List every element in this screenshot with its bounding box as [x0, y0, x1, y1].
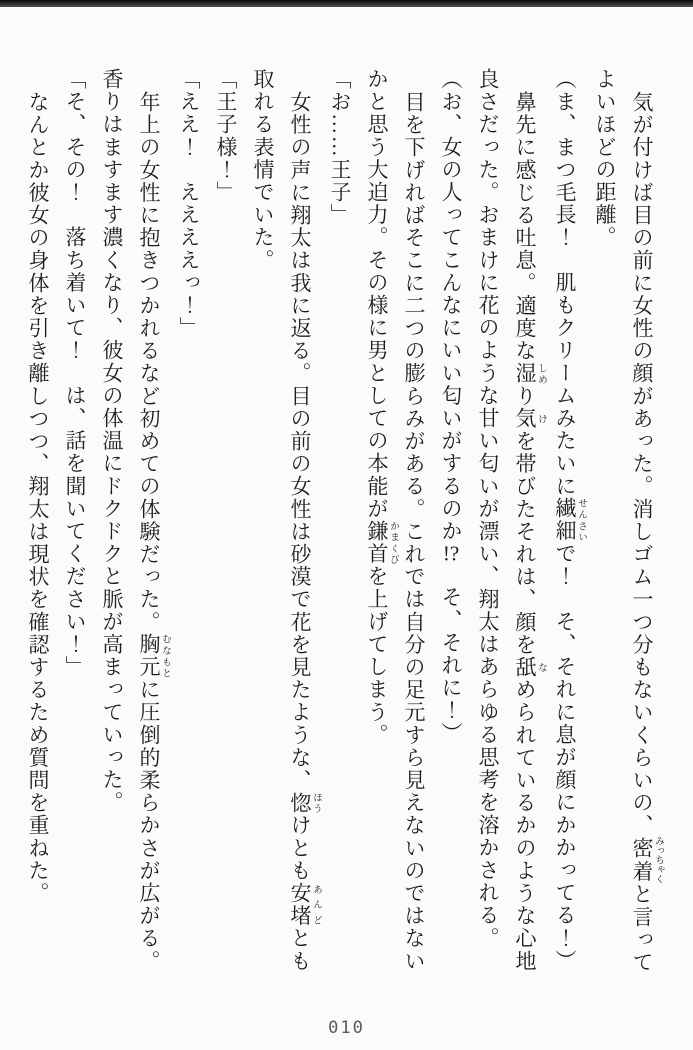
page-number: 010	[328, 1018, 365, 1038]
paragraph: 「王子様！」	[214, 68, 238, 204]
page-text	[27, 68, 663, 984]
ruby-annotated-word: 気 け	[513, 407, 546, 431]
ruby-annotated-word: 舐 な	[513, 656, 546, 679]
scan-top-edge	[0, 0, 693, 7]
paragraph: なんとか彼女の身体を引き離しつつ、翔太は現状を確認するため質問を重ねた。	[26, 91, 50, 905]
ruby-annotated-word: 繊細 せんさい	[553, 497, 586, 543]
paragraph: （ま、まつ毛長！ 肌もクリームみたいに繊細 せんさいで！ そ、それに息が顔にかかってる！）	[553, 68, 586, 973]
paragraph: （お、女の人ってこんなにいい匂いがするのか!? そ、それに！）	[439, 68, 463, 745]
paragraph: 気が付けば目の前に女性の顔があった。消しゴム一つ分もないくらいの、密着 みっちゃくと言ってよいほどの距離。	[593, 68, 663, 974]
paragraph: 「お……王子」	[328, 68, 352, 227]
ruby-annotated-word: 安堵 あんど	[288, 882, 321, 928]
ruby-annotated-word: 湿 しめ	[513, 362, 546, 385]
paragraph: 年上の女性に抱きつかれるなど初めての体験だった。胸元 むなもとに圧倒的柔らかさが広がる。香りはますます濃くなり、彼女の体温にドクドクと脈が高まっていった。	[100, 68, 170, 973]
paragraph: 「ええ！ ええええっ！」	[177, 68, 201, 340]
ruby-annotated-word: 鎌首 かまくび	[365, 520, 398, 566]
paragraph: 女性の声に翔太は我に返る。目の前の女性は砂漠で花を見たような、惚 ほうけとも安堵 あんどとも取れる表情でいた。	[251, 68, 321, 973]
tate-chu-yoko: !?	[442, 542, 460, 564]
paragraph: 目を下げればそこに二つの膨らみがある。これでは自分の足元すら見えないのではないかと思う大迫力。その様に男としての本能が鎌首 かまくびを上げてしまう。	[365, 68, 426, 973]
ruby-annotated-word: 密着 みっちゃく	[630, 836, 663, 884]
paragraph: 「そ、その！ 落ち着いて！ は、話を聞いてください！」	[63, 68, 87, 679]
paragraph: 鼻先に感じる吐息。適度な湿 しめり気 けを帯びたそれは、顔を舐 なめられているかのような心地良さだった。おまけに花のような甘い匂いが漂い、翔太はあらゆる思考を溶かされる。	[476, 68, 546, 973]
ruby-annotated-word: 惚 ほう	[288, 791, 321, 815]
ruby-annotated-word: 胸元 むなもと	[137, 633, 170, 679]
